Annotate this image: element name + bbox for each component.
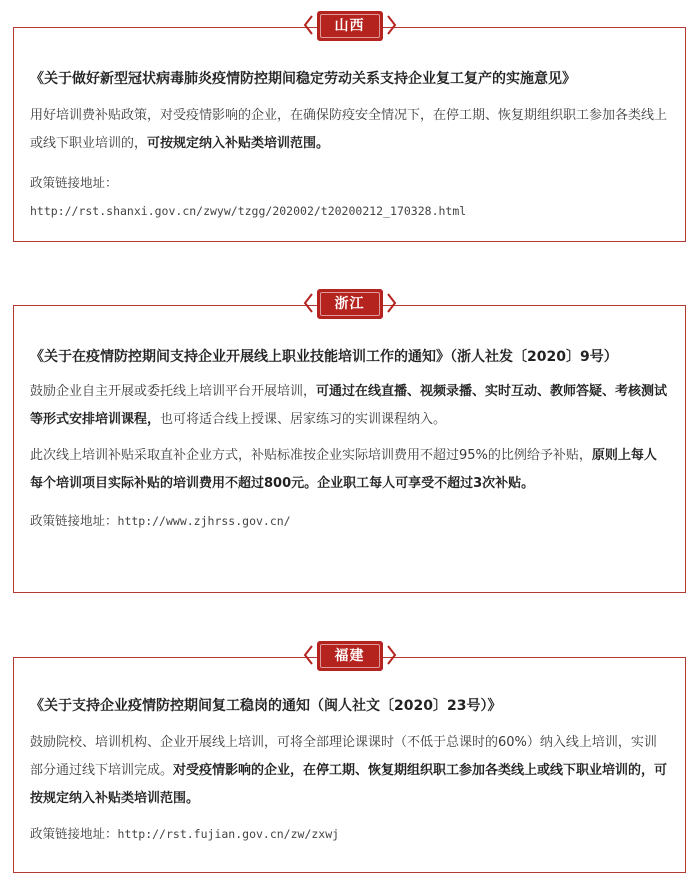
policy-card-fujian <box>13 648 686 873</box>
policy-text: 鼓励企业自主开展或委托线上培训平台开展培训， <box>30 384 317 399</box>
badge-left-chevron-icon <box>303 15 313 35</box>
policy-link-url[interactable]: http://rst.fujian.gov.cn/zw/zxwj <box>117 827 340 841</box>
badge-right-chevron-icon <box>387 293 397 313</box>
policy-card-zhejiang <box>13 296 686 593</box>
policy-title: 《关于在疫情防控期间支持企业开展线上职业技能培训工作的通知》（浙人社发〔2020〕9号） <box>30 349 618 365</box>
policy-text: 此次线上培训补贴采取直补企业方式，补贴标准按企业实际培训费用不超过95%的比例给予补贴， <box>30 448 592 463</box>
policy-text-bold: 可通过在线直播、视频录播、实时互动、教师答疑、考核测试等形式安排培训课程， <box>30 384 668 427</box>
policy-text-bold: 原则上每人每个培训项目实际补贴的培训费用不超过800元。企业职工每人可享受不超过3次补贴。 <box>30 448 657 491</box>
policy-text: 鼓励院校、培训机构、企业开展线上培训，可将全部理论课课时（不低于总课时的60%）纳入线上培训，实训部分通过线下培训完成。 <box>30 735 657 778</box>
policy-link-row <box>30 510 669 532</box>
policy-link-url[interactable]: http://www.zjhrss.gov.cn/ <box>117 514 291 528</box>
badge-right-chevron-icon <box>387 15 397 35</box>
region-badge-wrap <box>303 11 397 41</box>
policy-text: 用好培训费补贴政策，对受疫情影响的企业，在确保防疫安全情况下，在停工期、恢复期组织职工参加各类线上或线下职业培训的， <box>30 108 668 151</box>
policy-paragraph <box>30 102 669 158</box>
policy-text: 也可将适合线上授课、居家练习的实训课程纳入。 <box>160 412 447 427</box>
region-badge-wrap <box>303 641 397 671</box>
policy-card-shanxi <box>13 18 686 242</box>
policy-link-url[interactable]: http://rst.shanxi.gov.cn/zwyw/tzgg/202002/t20200212_170328.html <box>30 204 467 218</box>
region-badge: 山西 <box>317 11 383 41</box>
policy-link-label: 政策链接地址： <box>30 826 118 841</box>
region-badge: 福建 <box>317 641 383 671</box>
region-badge-wrap <box>303 289 397 319</box>
policy-title: 《关于做好新型冠状病毒肺炎疫情防控期间稳定劳动关系支持企业复工复产的实施意见》 <box>30 71 576 87</box>
policy-paragraph <box>30 378 669 434</box>
policy-link-label: 政策链接地址： <box>30 175 118 190</box>
badge-left-chevron-icon <box>303 293 313 313</box>
policy-text-bold: 对受疫情影响的企业，在停工期、恢复期组织职工参加各类线上或线下职业培训的，可按规定纳入补贴类培训范围。 <box>30 763 668 806</box>
badge-left-chevron-icon <box>303 645 313 665</box>
policy-title: 《关于支持企业疫情防控期间复工稳岗的通知（闽人社文〔2020〕23号）》 <box>30 698 502 714</box>
policy-link-row <box>30 823 669 845</box>
policy-paragraph <box>30 442 669 498</box>
policy-text-bold: 可按规定纳入补贴类培训范围。 <box>147 136 330 151</box>
badge-right-chevron-icon <box>387 645 397 665</box>
policy-paragraph <box>30 729 669 813</box>
policy-link-label: 政策链接地址： <box>30 513 118 528</box>
region-badge: 浙江 <box>317 289 383 319</box>
